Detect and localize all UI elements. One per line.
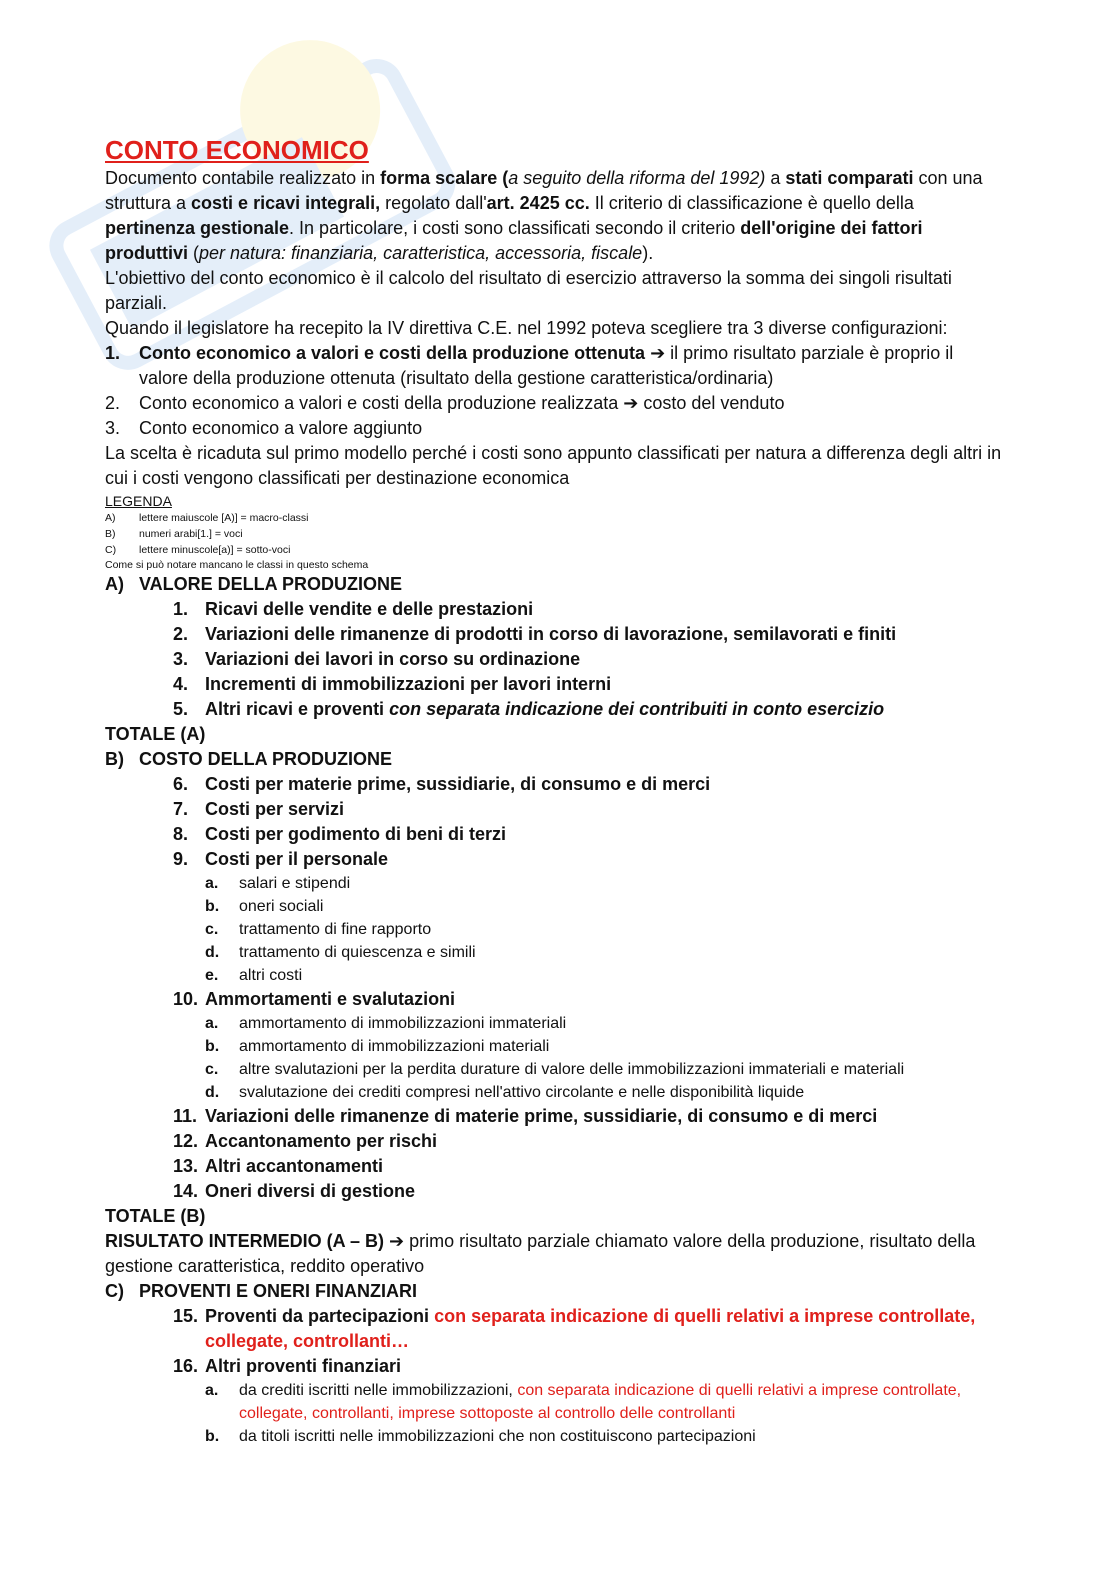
text-run: art. 2425 cc.: [486, 193, 590, 213]
intro-paragraph-3: Quando il legislatore ha recepito la IV direttiva C.E. nel 1992 poteva scegliere tra 3 diverse configurazioni:: [105, 318, 948, 338]
text-run: Incrementi di immobilizzazioni per lavori interni: [205, 674, 612, 694]
text-run: trattamento di fine rapporto: [239, 921, 432, 938]
text-run: Accantonamento per rischi: [205, 1131, 438, 1151]
text-run: ammortamento di immobilizzazioni immateriali: [239, 1015, 567, 1032]
text-run: oneri sociali: [239, 898, 324, 915]
text-run: Altri accantonamenti: [205, 1156, 384, 1176]
text-run: ammortamento di immobilizzazioni materiali: [239, 1038, 550, 1055]
configuration-item: [105, 341, 1005, 391]
total-b: TOTALE (B): [105, 1206, 206, 1226]
schema-subitem: [105, 1379, 1005, 1425]
text-run: salari e stipendi: [239, 875, 351, 892]
text-run: con separata indicazione dei contribuiti in conto esercizio: [389, 699, 885, 719]
text-run: Altri proventi finanziari: [205, 1356, 402, 1376]
legend-item: [105, 542, 1005, 558]
text-run: Oneri diversi di gestione: [205, 1181, 416, 1201]
list-marker: 10.: [173, 989, 199, 1009]
schema-item: [105, 622, 1005, 647]
list-marker: e.: [205, 967, 219, 984]
text-run: ).: [642, 243, 654, 263]
list-marker: 9.: [173, 849, 189, 869]
schema-subitem: [105, 918, 1005, 941]
list-marker: 5.: [173, 699, 189, 719]
legend-item: [105, 510, 1005, 526]
list-marker: c.: [205, 1061, 219, 1078]
text-run: da titoli iscritti nelle immobilizzazioni che non costituiscono partecipazioni: [239, 1428, 756, 1445]
text-run: Proventi da partecipazioni: [205, 1306, 435, 1326]
section-b-marker: B): [105, 749, 124, 769]
intro-paragraph-4: La scelta è ricaduta sul primo modello perché i costi sono appunto classificati per natura a differenza degli altri in cui i costi vengono classificati per destinazione economica: [105, 443, 1002, 488]
text-run: regolato dall': [380, 193, 487, 213]
list-marker: a.: [205, 1382, 219, 1399]
text-run: Documento contabile realizzato in: [105, 168, 381, 188]
configuration-item: [105, 416, 1005, 441]
list-marker: 3.: [105, 418, 121, 438]
text-run: ➔ il primo risultato parziale è proprio il valore della produzione ottenuta (risultato della gestione caratteristica/ordinaria): [139, 343, 954, 388]
legend-item: [105, 526, 1005, 542]
list-marker: C): [105, 544, 117, 556]
page-title: CONTO ECONOMICO: [105, 135, 369, 165]
section-a-heading: [105, 572, 1005, 597]
text-run: Variazioni delle rimanenze di prodotti in corso di lavorazione, semilavorati e finiti: [205, 624, 897, 644]
text-run: altri costi: [239, 967, 303, 984]
intro-paragraph-1: [105, 166, 1005, 266]
text-run: con una struttura a: [105, 168, 983, 213]
list-marker: A): [105, 512, 116, 524]
schema-subitem: [105, 1058, 1005, 1081]
configuration-item: [105, 391, 1005, 416]
text-run: forma scalare (: [380, 168, 509, 188]
schema-item: [105, 797, 1005, 822]
section-b-heading: [105, 747, 1005, 772]
list-marker: 8.: [173, 824, 189, 844]
section-c-items: [105, 1304, 1005, 1448]
list-marker: 7.: [173, 799, 189, 819]
schema-subitem: [105, 1035, 1005, 1058]
list-marker: 12.: [173, 1131, 199, 1151]
list-marker: a.: [205, 875, 219, 892]
legend-text: lettere maiuscole [A)] = macro-classi: [139, 512, 309, 524]
schema-item: [105, 1304, 1005, 1354]
legend-note: Come si può notare mancano le classi in questo schema: [105, 559, 369, 571]
text-run: con separata indicazione di quelli relativi a imprese controllate, collegate, controllanti…: [205, 1306, 976, 1351]
schema-subitem: [105, 1012, 1005, 1035]
schema-item: [105, 772, 1005, 797]
text-run: Conto economico a valori e costi della produzione ottenuta: [139, 343, 646, 363]
schema-subitem: [105, 872, 1005, 895]
intro-paragraph-2: L'obiettivo del conto economico è il calcolo del risultato di esercizio attraverso la somma dei singoli risultati parziali.: [105, 268, 952, 313]
schema-item: [105, 1354, 1005, 1379]
schema-subitem: [105, 895, 1005, 918]
text-run: da crediti iscritti nelle immobilizzazioni,: [239, 1382, 518, 1399]
schema-item: [105, 847, 1005, 872]
list-marker: 13.: [173, 1156, 199, 1176]
schema-subitem: [105, 964, 1005, 987]
document-page: [105, 134, 1005, 1448]
list-marker: d.: [205, 1084, 220, 1101]
list-marker: 4.: [173, 674, 189, 694]
text-run: Conto economico a valore aggiunto: [139, 418, 423, 438]
text-run: per natura: finanziaria, caratteristica, accessoria, fiscale: [199, 243, 643, 263]
text-run: Conto economico a valori e costi della produzione realizzata ➔ costo del venduto: [139, 393, 785, 413]
schema-item: [105, 822, 1005, 847]
schema-item: [105, 697, 1005, 722]
text-run: Variazioni dei lavori in corso su ordinazione: [205, 649, 581, 669]
section-a-marker: A): [105, 574, 124, 594]
section-c-title: PROVENTI E ONERI FINANZIARI: [139, 1281, 418, 1301]
text-run: dell'origine dei fattori produttivi: [105, 218, 923, 263]
text-run: a: [765, 168, 786, 188]
text-run: Costi per il personale: [205, 849, 389, 869]
text-run: (: [188, 243, 199, 263]
text-run: svalutazione dei crediti compresi nell'attivo circolante e nelle disponibilità liquide: [239, 1084, 805, 1101]
text-run: a seguito della riforma del 1992): [508, 168, 766, 188]
list-marker: 11.: [173, 1106, 198, 1126]
list-marker: 2.: [173, 624, 189, 644]
schema-item: [105, 1129, 1005, 1154]
text-run: . In particolare, i costi sono classificati secondo il criterio: [289, 218, 741, 238]
list-marker: c.: [205, 921, 219, 938]
intermediate-result: [105, 1229, 1005, 1279]
text-run: Altri ricavi e proventi: [205, 699, 390, 719]
legend-text: lettere minuscole[a)] = sotto-voci: [139, 544, 291, 556]
legend-text: numeri arabi[1.] = voci: [139, 528, 243, 540]
legend-heading: LEGENDA: [105, 493, 172, 509]
text-run: Costi per godimento di beni di terzi: [205, 824, 507, 844]
section-c-marker: C): [105, 1281, 124, 1301]
text-run: stati comparati: [785, 168, 914, 188]
schema-item: [105, 1179, 1005, 1204]
list-marker: B): [105, 528, 116, 540]
text-run: costi e ricavi integrali,: [191, 193, 381, 213]
list-marker: b.: [205, 1428, 220, 1445]
text-run: trattamento di quiescenza e simili: [239, 944, 476, 961]
text-run: Il criterio di classificazione è quello della: [589, 193, 914, 213]
text-run: Variazioni delle rimanenze di materie prime, sussidiarie, di consumo e di merci: [205, 1106, 878, 1126]
text-run: Ammortamenti e svalutazioni: [205, 989, 456, 1009]
legend-list: [105, 510, 1005, 558]
schema-item: [105, 672, 1005, 697]
section-b-title: COSTO DELLA PRODUZIONE: [139, 749, 393, 769]
text-run: primo risultato parziale chiamato valore della produzione, risultato della gestione caratteristica, reddito operativo: [105, 1231, 976, 1276]
section-a-items: [105, 597, 1005, 722]
schema-subitem: [105, 1425, 1005, 1448]
schema-item: [105, 987, 1005, 1012]
text-run: Ricavi delle vendite e delle prestazioni: [205, 599, 534, 619]
text-run: Costi per servizi: [205, 799, 345, 819]
schema-item: [105, 647, 1005, 672]
text-run: con separata indicazione di quelli relativi a imprese controllate, collegate, controllanti, imprese sottoposte al controllo delle controllanti: [239, 1382, 962, 1422]
list-marker: a.: [205, 1015, 219, 1032]
schema-subitem: [105, 941, 1005, 964]
configurations-list: [105, 341, 1005, 441]
list-marker: b.: [205, 898, 220, 915]
schema-item: [105, 1154, 1005, 1179]
section-b-items: [105, 772, 1005, 1204]
list-marker: 6.: [173, 774, 189, 794]
text-run: RISULTATO INTERMEDIO (A – B) ➔: [105, 1231, 405, 1251]
schema-subitem: [105, 1081, 1005, 1104]
schema-item: [105, 1104, 1005, 1129]
list-marker: 15.: [173, 1306, 199, 1326]
total-a: TOTALE (A): [105, 724, 206, 744]
section-c-heading: [105, 1279, 1005, 1304]
text-run: Costi per materie prime, sussidiarie, di consumo e di merci: [205, 774, 711, 794]
list-marker: 1.: [105, 343, 121, 363]
list-marker: 2.: [105, 393, 121, 413]
text-run: pertinenza gestionale: [105, 218, 290, 238]
list-marker: 1.: [173, 599, 189, 619]
list-marker: d.: [205, 944, 220, 961]
list-marker: 14.: [173, 1181, 199, 1201]
section-a-title: VALORE DELLA PRODUZIONE: [139, 574, 403, 594]
list-marker: 16.: [173, 1356, 199, 1376]
list-marker: b.: [205, 1038, 220, 1055]
text-run: altre svalutazioni per la perdita durature di valore delle immobilizzazioni immateriali e materiali: [239, 1061, 905, 1078]
schema-item: [105, 597, 1005, 622]
list-marker: 3.: [173, 649, 189, 669]
